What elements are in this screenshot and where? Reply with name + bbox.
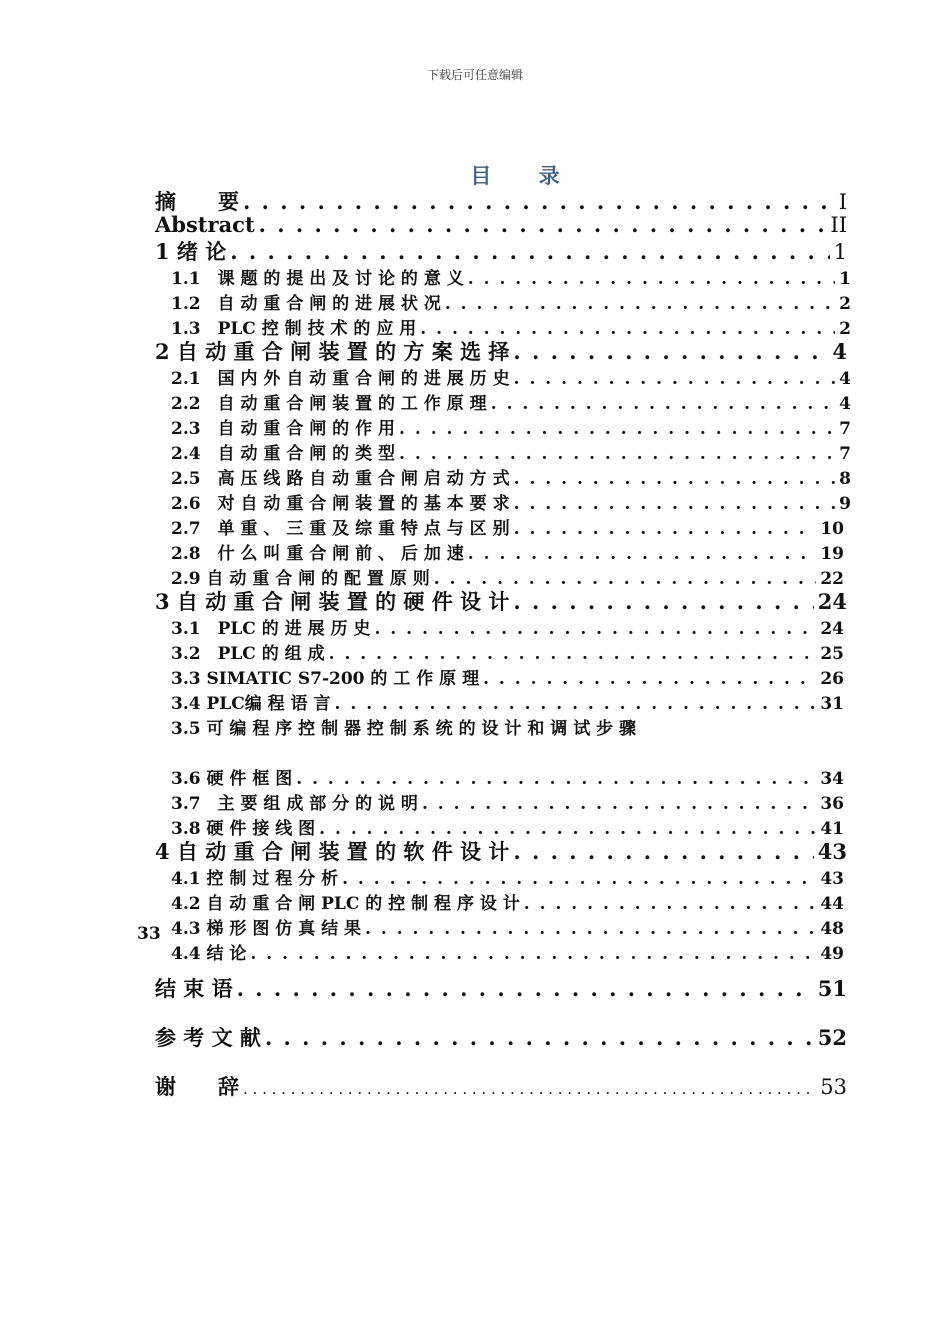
toc-entry-label: 3 自 动 重 合 闸 装 置 的 硬 件 设 计 — [155, 589, 510, 614]
toc-entry-page: 48 — [820, 919, 844, 939]
toc-entry-label: 参 考 文 献 — [155, 1025, 261, 1050]
toc-entry-page: 25 — [820, 644, 844, 664]
toc-leader-dots — [335, 694, 817, 714]
toc-entry-page: 1 — [833, 240, 847, 264]
toc-entry-label: 2.6 对 自 动 重 合 闸 装 置 的 基 本 要 求 — [171, 494, 510, 514]
toc-entry-page: 34 — [820, 769, 844, 789]
toc-leader-dots — [513, 589, 813, 614]
toc-entry-label: 1.3 PLC 控 制 技 术 的 应 用 — [171, 319, 417, 339]
toc-entry-label: 3.8 硬 件 接 线 图 — [171, 819, 316, 839]
toc-entry-page: 26 — [820, 669, 844, 689]
toc-entry-page: 4 — [832, 339, 847, 364]
toc-leader-dots — [514, 469, 836, 489]
toc-entry-4-4[interactable] — [171, 939, 844, 964]
toc-entry-page: 7 — [839, 419, 851, 439]
toc-entry-page: 51 — [817, 976, 847, 1001]
toc-entry-page: 24 — [820, 619, 844, 639]
toc-title: 目 录 — [470, 163, 580, 188]
toc-entry-3-7[interactable] — [171, 789, 844, 814]
toc-entry-1-2[interactable] — [171, 289, 851, 314]
toc-entry-ch1[interactable] — [155, 236, 847, 266]
toc-entry-2-5[interactable] — [171, 464, 851, 489]
toc-leader-dots — [250, 944, 816, 964]
toc-entry-ch4[interactable] — [155, 836, 847, 866]
toc-entry-2-3[interactable] — [171, 414, 851, 439]
toc-leader-dots — [329, 644, 817, 664]
toc-entry-page: 4 — [839, 369, 851, 389]
toc-entry-label: 1 绪 论 — [155, 239, 227, 264]
toc-entry-label: 2.8 什 么 叫 重 合 闸 前 、 后 加 速 — [171, 544, 464, 564]
toc-leader-dots — [445, 294, 835, 314]
toc-entry-label: 摘 要 — [155, 189, 239, 214]
toc-entry-acknowledgements[interactable] — [155, 1071, 847, 1101]
toc-entry-conclusion[interactable] — [155, 973, 847, 1003]
toc-leader-dots — [374, 619, 816, 639]
toc-leader-dots — [237, 976, 814, 1001]
toc-entry-label: 3.4 PLC编 程 语 言 — [171, 694, 331, 714]
toc-leader-dots — [399, 419, 835, 439]
toc-entry-page: 19 — [820, 544, 844, 564]
toc-entry-label: 2.9 自 动 重 合 闸 的 配 置 原 则 — [171, 569, 430, 589]
toc-entry-4-3[interactable] — [171, 914, 844, 939]
toc-entry-page: 41 — [820, 819, 844, 839]
toc-entry-3-5[interactable] — [171, 714, 844, 739]
toc-entry-ch2[interactable] — [155, 336, 847, 366]
toc-entry-page: 43 — [820, 869, 844, 889]
toc-entry-2-7[interactable] — [171, 514, 844, 539]
toc-entry-label: 2.7 单 重 、 三 重 及 综 重 特 点 与 区 别 — [171, 519, 510, 539]
toc-entry-page: 1 — [839, 269, 851, 289]
toc-entry-4-1[interactable] — [171, 864, 844, 889]
toc-entry-page: 31 — [820, 694, 844, 714]
toc-entry-label: 3.1 PLC 的 进 展 历 史 — [171, 619, 371, 639]
toc-entry-page: 7 — [839, 444, 851, 464]
toc-entry-page: 52 — [817, 1025, 847, 1050]
toc-entry-2-8[interactable] — [171, 539, 844, 564]
toc-entry-2-2[interactable] — [171, 389, 851, 414]
toc-entry-page: 2 — [839, 294, 851, 314]
toc-leader-dots — [468, 544, 817, 564]
toc-entry-label: 4.1 控 制 过 程 分 析 — [171, 869, 339, 889]
toc-leader-dots — [265, 1025, 814, 1050]
toc-entry-label: 3.3 SIMATIC S7-200 的 工 作 原 理 — [171, 669, 480, 689]
toc-entry-label: 1.1 课 题 的 提 出 及 讨 论 的 意 义 — [171, 269, 464, 289]
toc-entry-abstract-en[interactable] — [155, 212, 847, 237]
toc-leader-dots — [243, 1080, 816, 1098]
toc-entry-label: 2 自 动 重 合 闸 装 置 的 方 案 选 择 — [155, 339, 510, 364]
toc-leader-dots — [230, 239, 829, 264]
toc-leader-dots — [513, 339, 828, 364]
toc-entry-3-1[interactable] — [171, 614, 844, 639]
toc-leader-dots — [514, 494, 836, 514]
toc-entry-page: 49 — [820, 944, 844, 964]
toc-entry-page: 53 — [820, 1075, 847, 1099]
toc-entry-label: 2.1 国 内 外 自 动 重 合 闸 的 进 展 历 史 — [171, 369, 510, 389]
toc-leader-dots — [514, 369, 836, 389]
toc-entry-3-3[interactable] — [171, 664, 844, 689]
toc-entry-3-5-page: 33 — [137, 924, 161, 944]
toc-entry-ch3[interactable] — [155, 586, 847, 616]
toc-entry-page: 22 — [820, 569, 844, 589]
toc-entry-page: 44 — [820, 894, 844, 914]
toc-entry-page: 2 — [839, 319, 851, 339]
toc-leader-dots — [422, 794, 816, 814]
toc-entry-label: 3.2 PLC 的 组 成 — [171, 644, 325, 664]
toc-entry-label: 4 自 动 重 合 闸 装 置 的 软 件 设 计 — [155, 839, 510, 864]
toc-entry-page: 9 — [839, 494, 851, 514]
toc-entry-page: 10 — [820, 519, 844, 539]
toc-entry-label: 谢 辞 — [155, 1074, 239, 1099]
toc-entry-3-4[interactable] — [171, 689, 844, 714]
toc-entry-label: 3.5 可 编 程 序 控 制 器 控 制 系 统 的 设 计 和 调 试 步 骤 — [171, 719, 637, 739]
toc-leader-dots — [483, 669, 816, 689]
toc-leader-dots — [491, 394, 835, 414]
toc-entry-page: I — [838, 190, 847, 214]
toc-leader-dots — [468, 269, 835, 289]
toc-leader-dots — [399, 444, 835, 464]
toc-leader-dots — [342, 869, 816, 889]
toc-entry-page: 8 — [839, 469, 851, 489]
toc-entry-1-1[interactable] — [171, 264, 851, 289]
toc-entry-label: 结 束 语 — [155, 976, 233, 1001]
toc-entry-4-2[interactable] — [171, 889, 844, 914]
toc-entry-page: 24 — [817, 589, 847, 614]
toc-entry-label: 2.3 自 动 重 合 闸 的 作 用 — [171, 419, 396, 439]
toc-entry-page: 4 — [839, 394, 851, 414]
toc-entry-2-6[interactable] — [171, 489, 851, 514]
toc-entry-label: 3.6 硬 件 框 图 — [171, 769, 293, 789]
toc-leader-dots — [259, 212, 827, 237]
toc-entry-page: 43 — [817, 839, 847, 864]
toc-leader-dots — [365, 919, 816, 939]
toc-entry-label: 4.4 结 论 — [171, 944, 247, 964]
toc-entry-label: Abstract — [155, 212, 255, 237]
toc-entry-2-1[interactable] — [171, 364, 851, 389]
toc-entry-label: 2.4 自 动 重 合 闸 的 类 型 — [171, 444, 396, 464]
toc-entry-3-6[interactable] — [171, 764, 844, 789]
toc-leader-dots — [243, 189, 835, 214]
toc-leader-dots — [524, 894, 817, 914]
page-header-note: 下载后可任意编辑 — [426, 68, 523, 82]
toc-entry-page: II — [830, 213, 847, 237]
toc-leader-dots — [514, 519, 817, 539]
toc-entry-label: 4.2 自 动 重 合 闸 PLC 的 控 制 程 序 设 计 — [171, 894, 520, 914]
toc-entry-references[interactable] — [155, 1022, 847, 1052]
toc-entry-label: 2.2 自 动 重 合 闸 装 置 的 工 作 原 理 — [171, 394, 487, 414]
toc-entry-label: 1.2 自 动 重 合 闸 的 进 展 状 况 — [171, 294, 441, 314]
toc-entry-label: 4.3 梯 形 图 仿 真 结 果 — [171, 919, 362, 939]
toc-entry-label: 3.7 主 要 组 成 部 分 的 说 明 — [171, 794, 418, 814]
toc-leader-dots — [296, 769, 816, 789]
toc-entry-3-2[interactable] — [171, 639, 844, 664]
toc-entry-2-4[interactable] — [171, 439, 851, 464]
toc-leader-dots — [513, 839, 813, 864]
toc-entry-page: 36 — [820, 794, 844, 814]
toc-entry-label: 2.5 高 压 线 路 自 动 重 合 闸 启 动 方 式 — [171, 469, 510, 489]
